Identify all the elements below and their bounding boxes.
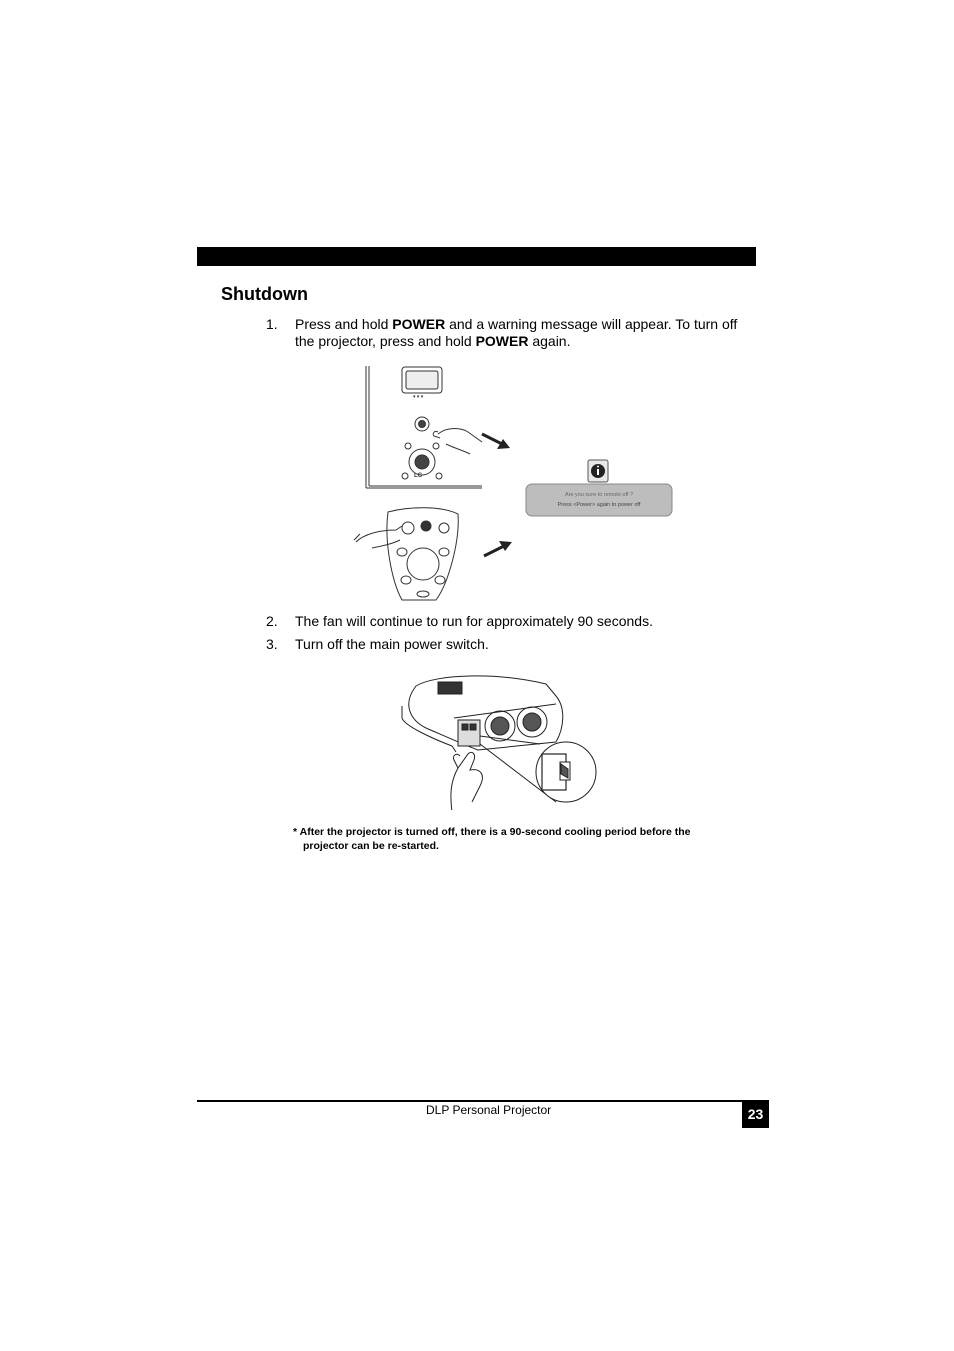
section-title: Shutdown: [221, 284, 308, 304]
step-text: The fan will continue to run for approximately 90 seconds.: [295, 613, 653, 629]
message-line-2: Press <Power> again to power off: [557, 502, 641, 508]
panel-logo: LG: [414, 473, 423, 479]
note-line-1: * After the projector is turned off, there is a 90-second cooling period before the: [293, 826, 691, 838]
control-panel-illustration: [366, 366, 482, 488]
footer-title: DLP Personal Projector: [426, 1103, 552, 1117]
shutdown-figure: [350, 362, 690, 604]
step-number: 3.: [266, 636, 278, 652]
page-number: 23: [742, 1100, 769, 1128]
warning-message-box: [526, 484, 672, 516]
note-line-2: projector can be re-started.: [303, 839, 439, 852]
step-text: Press and hold POWER and a warning message will appear. To turn off the projector, press and hold POWER again.: [295, 316, 738, 349]
header-bar: [197, 247, 756, 266]
svg-text:▾ ▾ ▾: ▾ ▾ ▾: [413, 394, 424, 400]
cooling-note: [293, 826, 733, 853]
step-number: 1.: [266, 316, 278, 332]
info-icon: [588, 460, 608, 482]
step-text: Turn off the main power switch.: [295, 636, 489, 652]
message-line-1: Are you sure to remote off ?: [564, 492, 634, 498]
footer-rule: [197, 1100, 769, 1102]
projector-power-switch-figure: [396, 668, 606, 810]
remote-control-illustration: [354, 508, 458, 600]
arrow-icon: [482, 434, 512, 556]
step-number: 2.: [266, 613, 278, 629]
